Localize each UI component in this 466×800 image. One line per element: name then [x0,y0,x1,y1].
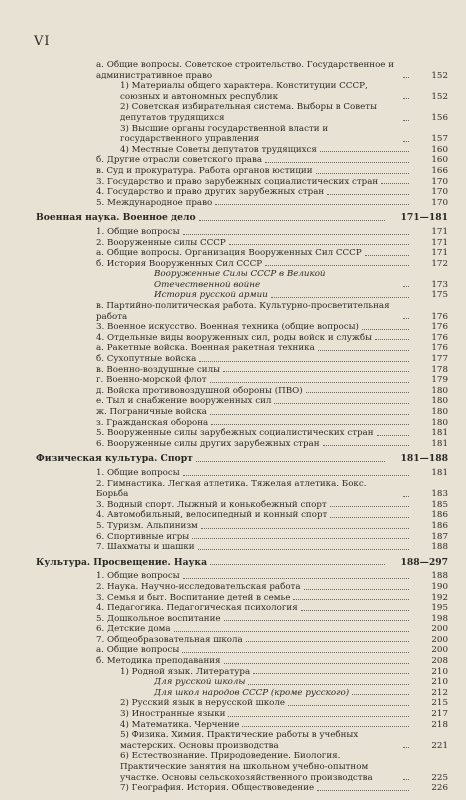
dot-leader [228,715,409,717]
toc-entry-page: 225 [431,772,448,783]
toc-entry [36,688,452,699]
toc-entry [36,322,452,333]
toc-entry [36,145,452,156]
toc-entry-page: 195 [431,603,448,614]
toc-entry-title: 2) Русский язык в нерусской школе [120,698,286,709]
toc-entry-title: 7. Шахматы и шашки [96,542,195,553]
toc-entry-title: 6. Спортивные игры [96,531,190,542]
toc-entry-title: 5. Дошкольное воспитание [96,613,221,624]
toc-entry [36,582,452,593]
dot-leader [301,609,409,611]
toc-entry-page: 176 [431,311,448,322]
dot-leader [377,434,409,436]
toc-entry [36,635,452,646]
toc-entry-title: 4. Отдельные виды вооруженных сил, роды войск и службы [96,332,373,343]
dot-leader [224,662,409,664]
toc-entry-title: а. Общие вопросы. Организация Вооруженных Сил СССР [96,248,362,259]
toc-entry-page: 186 [431,510,448,521]
toc-entry-page: 170 [431,197,448,208]
toc-entry [36,333,452,344]
dot-leader [198,548,409,550]
toc-entry-title: 3) Иностранные языки [120,709,226,720]
toc-entry-title: Культура. Просвещение. Наука [36,556,208,568]
toc-entry [36,720,452,731]
toc-entry-title: 1. Общие вопросы [96,467,180,478]
toc-entry-page: 160 [431,155,448,166]
toc-entry [36,542,452,553]
toc-entry [36,124,452,145]
toc-entry-title: 2) Советская избирательная система. Выборы в Советы депутатов трудящихся [120,102,378,123]
toc-entry-title: б. История Вооруженных Сил СССР [96,258,263,269]
toc-entry [36,730,452,751]
toc-entry-title: 3. Водный спорт. Лыжный и конькобежный спорт [96,499,327,510]
toc-entry-page: 157 [431,134,448,145]
dot-leader [352,693,409,695]
toc-entry-page: 171—181 [400,212,448,224]
toc-entry [36,365,452,376]
toc-entry [36,187,452,198]
toc-entry-page: 177 [431,354,448,365]
dot-leader [403,140,409,142]
dot-leader [223,370,409,372]
table-of-contents [36,60,452,794]
toc-entry [36,248,452,259]
toc-entry-title: б. Методика преподавания [96,656,221,667]
toc-entry [36,386,452,397]
toc-entry-page: 176 [431,322,448,333]
page-number: VI [34,34,51,49]
toc-entry-page: 152 [431,70,448,81]
toc-entry-page: 152 [431,91,448,102]
dot-leader [224,619,409,621]
toc-entry [36,783,452,794]
toc-entry-title: в. Суд и прокуратура. Работа органов юстиции [96,165,313,176]
dot-leader [330,516,409,518]
toc-entry-page: 166 [431,165,448,176]
toc-entry [36,667,452,678]
dot-leader [306,391,409,393]
toc-entry-page: 170 [431,176,448,187]
dot-leader [274,402,409,404]
toc-entry-page: 176 [431,343,448,354]
toc-entry-page: 210 [431,666,448,677]
toc-entry-page: 210 [431,677,448,688]
dot-leader [381,182,409,184]
toc-entry [36,301,452,322]
dot-leader [183,577,409,579]
dot-leader [182,651,409,653]
toc-entry-title: История русской армии [154,290,268,301]
toc-entry [36,521,452,532]
toc-entry [36,603,452,614]
dot-leader [403,746,409,748]
toc-entry-page: 217 [431,709,448,720]
toc-entry [36,166,452,177]
toc-entry [36,532,452,543]
toc-entry [36,407,452,418]
toc-entry-title: 3. Семья и быт. Воспитание детей в семье [96,592,291,603]
toc-entry-title: 4. Автомобильный, велосипедный и конный спорт [96,510,328,521]
toc-entry-title: 3. Военное искусство. Военная техника (общие вопросы) [96,322,359,333]
toc-entry-title: 5) Физика. Химия. Практические работы в учебных мастерских. Основы производства [120,730,359,751]
toc-entry [36,500,452,511]
toc-entry [36,227,452,238]
dot-leader [242,725,409,727]
toc-entry-title: Для русской школы [154,677,246,688]
toc-entry-title: Вооруженные Силы СССР в Великой Отечественной войне [154,269,326,290]
toc-entry-title: 7) География. История. Обществоведение [120,783,315,794]
toc-entry-title: 1) Родной язык. Литература [120,666,251,677]
dot-leader [330,505,409,507]
toc-entry-page: 171 [431,248,448,259]
toc-entry-page: 198 [431,613,448,624]
dot-leader [403,778,409,780]
toc-entry-page: 218 [431,719,448,730]
toc-entry-title: 2. Гимнастика. Легкая атлетика. Тяжелая атлетика. Бокс. Борьба [96,478,367,500]
toc-entry-title: 6) Естествознание. Природоведение. Биология. Практические занятия на школьном учебно-опытном участке. Основы сельскохозяйственного производства [120,751,373,783]
dot-leader [211,423,409,425]
toc-entry-page: 187 [431,531,448,542]
dot-leader [192,537,409,539]
toc-entry-title: 4. Государство и право других зарубежных стран [96,187,325,198]
dot-leader [316,172,409,174]
toc-entry [36,751,452,783]
toc-section-heading [36,213,452,224]
dot-leader [201,527,409,529]
toc-entry-title: д. Войска противовоздушной обороны (ПВО) [96,385,303,396]
dot-leader [183,474,409,476]
toc-entry-title: в. Партийно-политическая работа. Культурно-просветительная работа [96,301,390,322]
toc-entry-title: 5. Вооруженные силы зарубежных социалистических стран [96,428,374,439]
toc-entry-title: 1. Общие вопросы [96,571,180,582]
dot-leader [210,381,409,383]
toc-entry-title: Для школ народов СССР (кроме русского) [154,687,350,698]
toc-entry [36,343,452,354]
toc-entry-page: 178 [431,364,448,375]
toc-entry-page: 192 [431,592,448,603]
toc-entry-title: 4. Педагогика. Педагогическая психология [96,603,298,614]
toc-entry-page: 173 [431,279,448,290]
toc-entry [36,290,452,301]
dot-leader [265,161,409,163]
toc-entry-page: 185 [431,499,448,510]
toc-entry-page: 200 [431,624,448,635]
dot-leader [174,630,409,632]
toc-entry [36,81,452,102]
toc-entry-page: 156 [431,112,448,123]
dot-leader [375,338,409,340]
toc-entry [36,155,452,166]
toc-entry [36,259,452,270]
toc-entry-page: 226 [431,783,448,794]
toc-entry [36,396,452,407]
toc-entry-title: е. Тыл и снабжение вооруженных сил [96,396,272,407]
toc-entry-title: 6. Вооруженные силы других зарубежных стран [96,438,320,449]
toc-entry-title: 4) Местные Советы депутатов трудящихся [120,144,317,155]
toc-entry-title: з. Гражданская оборона [96,417,209,428]
toc-entry [36,656,452,667]
dot-leader [265,264,409,266]
toc-entry-title: ж. Пограничные войска [96,407,207,417]
toc-entry-page: 171 [431,237,448,248]
toc-entry-page: 215 [431,698,448,709]
dot-leader [288,704,409,706]
dot-leader [403,119,409,121]
dot-leader [323,444,410,446]
dot-leader [403,317,409,319]
toc-entry-title: 3) Высшие органы государственной власти и государственного управления [120,123,329,145]
toc-entry-title: 4) Математика. Черчение [120,719,240,730]
dot-leader [403,495,409,497]
dot-leader [199,219,385,221]
toc-entry [36,510,452,521]
dot-leader [293,598,409,600]
toc-entry-title: Военная наука. Военное дело [36,212,196,224]
dot-leader [403,285,409,287]
dot-leader [271,296,409,298]
toc-entry [36,624,452,635]
toc-entry-title: 5. Международное право [96,197,213,208]
toc-entry-page: 200 [431,634,448,645]
toc-entry [36,198,452,209]
toc-entry-page: 212 [431,687,448,698]
dot-leader [403,76,409,78]
toc-section-heading [36,454,452,465]
dot-leader [229,243,409,245]
toc-entry-page: 188—297 [400,556,448,568]
toc-entry [36,677,452,688]
dot-leader [183,233,409,235]
toc-entry [36,238,452,249]
toc-entry-title: 1. Общие вопросы [96,226,180,237]
toc-entry-page: 221 [431,740,448,751]
toc-entry [36,177,452,188]
toc-entry [36,593,452,604]
dot-leader [318,349,409,351]
dot-leader [246,640,409,642]
dot-leader [210,563,385,565]
toc-entry-page: 170 [431,187,448,198]
toc-entry [36,698,452,709]
toc-entry [36,375,452,386]
toc-entry [36,428,452,439]
toc-entry-title: 2. Наука. Научно-исследовательская работа [96,581,301,592]
toc-entry [36,418,452,429]
toc-entry [36,269,452,290]
toc-entry-title: 5. Туризм. Альпинизм [96,520,198,531]
toc-entry [36,468,452,479]
toc-entry-page: 183 [431,489,448,500]
toc-entry-title: а. Ракетные войска. Военная ракетная техника [96,343,315,354]
toc-entry-page: 208 [431,656,448,667]
toc-entry [36,614,452,625]
toc-entry [36,60,452,81]
toc-entry-page: 181 [431,428,448,439]
toc-entry-page: 176 [431,332,448,343]
toc-entry-page: 180 [431,385,448,396]
toc-entry-title: б. Другие отрасли советского права [96,155,263,166]
toc-entry-page: 180 [431,407,448,417]
dot-leader [215,203,409,205]
toc-entry [36,479,452,500]
toc-section-heading [36,558,452,569]
toc-entry-page: 188 [431,571,448,582]
dot-leader [210,413,409,415]
toc-entry-page: 180 [431,396,448,407]
dot-leader [320,150,409,152]
dot-leader [253,672,409,674]
dot-leader [196,460,385,462]
toc-entry-page: 200 [431,645,448,656]
dot-leader [362,328,409,330]
toc-entry-page: 179 [431,375,448,386]
toc-entry-page: 186 [431,520,448,531]
dot-leader [365,254,409,256]
dot-leader [199,360,409,362]
toc-entry-title: а. Общие вопросы [96,645,180,656]
toc-entry-page: 175 [431,290,448,301]
toc-entry-title: 7. Общеобразовательная школа [96,634,243,645]
dot-leader [327,193,409,195]
toc-entry-title: г. Военно-морской флот [96,375,207,386]
toc-entry-page: 190 [431,581,448,592]
dot-leader [317,789,409,791]
toc-entry-title: б. Сухопутные войска [96,354,197,365]
toc-entry-page: 160 [431,144,448,155]
dot-leader [403,97,409,99]
toc-entry-page: 181 [431,438,448,449]
toc-entry-title: а. Общие вопросы. Советское строительство. Государственное и административное право [96,60,394,81]
toc-entry-page: 181 [431,467,448,478]
toc-entry-page: 180 [431,417,448,428]
toc-entry-title: 2. Вооруженные силы СССР [96,237,226,248]
toc-entry [36,709,452,720]
toc-entry-title: 1) Материалы общего характера. Конституции СССР, союзных и автономных республик [120,81,368,102]
toc-entry-title: Физическая культура. Спорт [36,453,193,465]
toc-entry-page: 171 [431,226,448,237]
toc-entry-title: 3. Государство и право зарубежных социалистических стран [96,176,379,187]
toc-entry-page: 172 [431,258,448,269]
toc-entry [36,571,452,582]
toc-entry-title: 6. Детские дома [96,624,171,635]
dot-leader [248,683,409,685]
toc-entry [36,645,452,656]
toc-entry-page: 188 [431,542,448,553]
toc-entry [36,439,452,450]
toc-entry [36,354,452,365]
toc-entry-title: в. Военно-воздушные силы [96,364,221,375]
toc-entry [36,102,452,123]
toc-entry-page: 181—188 [400,453,448,465]
dot-leader [304,588,409,590]
